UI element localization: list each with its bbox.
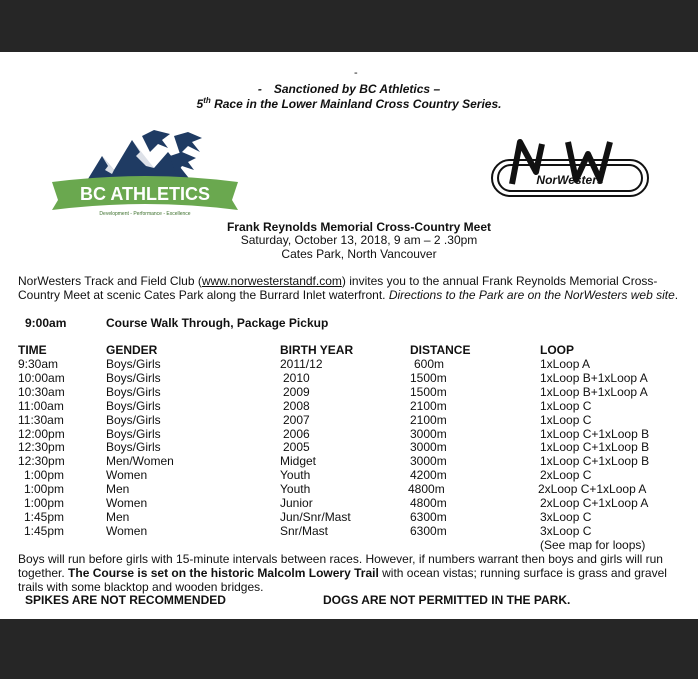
cell-time: 11:30am	[18, 412, 64, 427]
cell-birth-year: 2009	[283, 384, 310, 399]
cell-distance: 600m	[414, 357, 445, 371]
intro-end: .	[674, 288, 679, 302]
cell-gender: Boys/Girls	[106, 440, 161, 455]
cell-time: 1:00pm	[24, 496, 65, 510]
intro-part2: ) invites you to the annual Frank Reynolds Memorial Cross-Country Meet at scenic Cates Park along the Burrard Inlet waterfront.	[18, 274, 658, 302]
sanction-text: Sanctioned by BC Athletics –	[273, 82, 441, 96]
cell-gender: Boys/Girls	[106, 370, 161, 385]
cell-gender: Women	[106, 468, 148, 483]
notes-line1: Boys will run before girls with 15-minute intervals between races. However, if numbers warrant then boys and girls will run together.	[18, 552, 663, 580]
series-number: 5	[196, 97, 204, 111]
cell-distance: 6300m	[410, 509, 447, 524]
map-note: (See map for loops)	[540, 537, 646, 552]
cell-birth-year: Midget	[280, 454, 317, 469]
sanction-lead-dash: -	[257, 82, 262, 96]
cell-time: 12:30pm	[18, 440, 65, 455]
cell-time: 1:00pm	[24, 468, 65, 483]
notes-line2: with ocean vistas; running surface is grass and gravel trails with some blacktop and wooden bridges.	[18, 566, 667, 594]
meet-venue: Cates Park, North Vancouver	[281, 247, 437, 261]
header-gender: GENDER	[106, 343, 158, 357]
cell-distance: 1500m	[410, 384, 447, 399]
club-website-link[interactable]: www.norwesterstandf.com	[201, 274, 342, 288]
walk-through-description: Course Walk Through, Package Pickup	[106, 316, 329, 330]
dogs-warning: DOGS ARE NOT PERMITTED IN THE PARK.	[323, 593, 571, 607]
cell-distance: 4800m	[410, 496, 447, 510]
header-loop: LOOP	[540, 343, 575, 357]
cell-time: 9:30am	[18, 357, 59, 371]
header-time: TIME	[18, 343, 47, 357]
intro-directions: Directions to the Park are on the NorWesters web site	[388, 288, 675, 302]
notes-bold: The Course is set on the historic Malcolm Lowery Trail	[68, 566, 379, 580]
meet-date: Saturday, October 13, 2018, 9 am – 2 .30pm	[240, 233, 478, 247]
cell-birth-year: 2006	[283, 426, 310, 441]
cell-gender: Men/Women	[106, 454, 174, 469]
cell-birth-year: Junior	[280, 496, 313, 510]
header-birth-year: BIRTH YEAR	[280, 343, 354, 357]
cell-birth-year: Jun/Snr/Mast	[280, 509, 351, 524]
cell-gender: Boys/Girls	[106, 412, 161, 427]
cell-distance: 4200m	[410, 468, 447, 483]
cell-loop: 2xLoop C	[540, 468, 592, 483]
cell-loop: 2xLoop C+1xLoop A	[538, 482, 647, 497]
sanction-line	[0, 82, 698, 96]
cell-birth-year: 2005	[283, 440, 310, 455]
cell-loop: 1xLoop A	[540, 357, 591, 371]
cell-time: 10:00am	[18, 370, 65, 385]
cell-loop: 3xLoop C	[540, 509, 592, 524]
cell-gender: Men	[106, 509, 130, 524]
intro-paragraph	[18, 274, 688, 302]
cell-distance: 4800m	[408, 482, 445, 497]
cell-loop: 1xLoop C+1xLoop B	[540, 426, 650, 441]
cell-birth-year: 2007	[283, 412, 310, 427]
course-notes	[18, 552, 688, 594]
series-suffix: th	[203, 96, 211, 105]
cell-birth-year: 2008	[283, 398, 310, 413]
series-line	[0, 96, 698, 111]
cell-birth-year: Snr/Mast	[280, 523, 329, 538]
cell-loop: 2xLoop C+1xLoop A	[540, 496, 649, 510]
bc-athletics-logo	[50, 126, 240, 218]
header-distance: DISTANCE	[410, 343, 471, 357]
cell-loop: 1xLoop B+1xLoop A	[540, 384, 648, 399]
intro-part1: NorWesters Track and Field Club (	[18, 274, 202, 288]
cell-loop: 1xLoop C+1xLoop B	[540, 454, 650, 469]
cell-time: 12:30pm	[18, 454, 65, 469]
cell-distance: 3000m	[410, 454, 447, 469]
spikes-warning: SPIKES ARE NOT RECOMMENDED	[25, 593, 226, 607]
cell-gender: Men	[106, 482, 130, 497]
cell-time: 1:00pm	[24, 482, 65, 497]
cell-loop: 1xLoop B+1xLoop A	[540, 370, 648, 385]
top-dash: -	[354, 67, 358, 79]
meet-title: Frank Reynolds Memorial Cross-Country Meet	[226, 220, 492, 234]
cell-time: 11:00am	[18, 398, 64, 413]
cell-birth-year: 2010	[283, 370, 310, 385]
cell-distance: 6300m	[410, 523, 447, 538]
norwesters-logo	[490, 132, 650, 202]
cell-time: 1:45pm	[24, 523, 65, 538]
cell-gender: Women	[106, 523, 148, 538]
cell-birth-year: Youth	[280, 482, 311, 497]
cell-birth-year: Youth	[280, 468, 311, 483]
cell-birth-year: 2011/12	[280, 357, 323, 371]
cell-loop: 1xLoop C+1xLoop B	[540, 440, 650, 455]
cell-gender: Women	[106, 496, 148, 510]
series-text: Race in the Lower Mainland Cross Country Series.	[210, 97, 502, 111]
cell-gender: Boys/Girls	[106, 398, 161, 413]
cell-loop: 1xLoop C	[540, 412, 592, 427]
cell-gender: Boys/Girls	[106, 357, 161, 371]
bc-logo-tagline: Development - Performance - Excellence	[99, 211, 191, 217]
norwesters-logo-text: NorWesters	[536, 173, 604, 187]
cell-time: 1:45pm	[24, 509, 65, 524]
cell-loop: 3xLoop C	[540, 523, 592, 538]
cell-distance: 1500m	[410, 370, 447, 385]
bc-logo-text: BC ATHLETICS	[80, 184, 210, 204]
cell-distance: 2100m	[410, 398, 447, 413]
flyer-page	[0, 52, 698, 619]
cell-gender: Boys/Girls	[106, 426, 161, 441]
cell-time: 10:30am	[18, 384, 65, 399]
cell-time: 12:00pm	[18, 426, 65, 441]
cell-distance: 3000m	[410, 426, 447, 441]
walk-through-time: 9:00am	[25, 316, 67, 330]
cell-loop: 1xLoop C	[540, 398, 592, 413]
cell-distance: 2100m	[410, 412, 447, 427]
cell-gender: Boys/Girls	[106, 384, 161, 399]
cell-distance: 3000m	[410, 440, 447, 455]
